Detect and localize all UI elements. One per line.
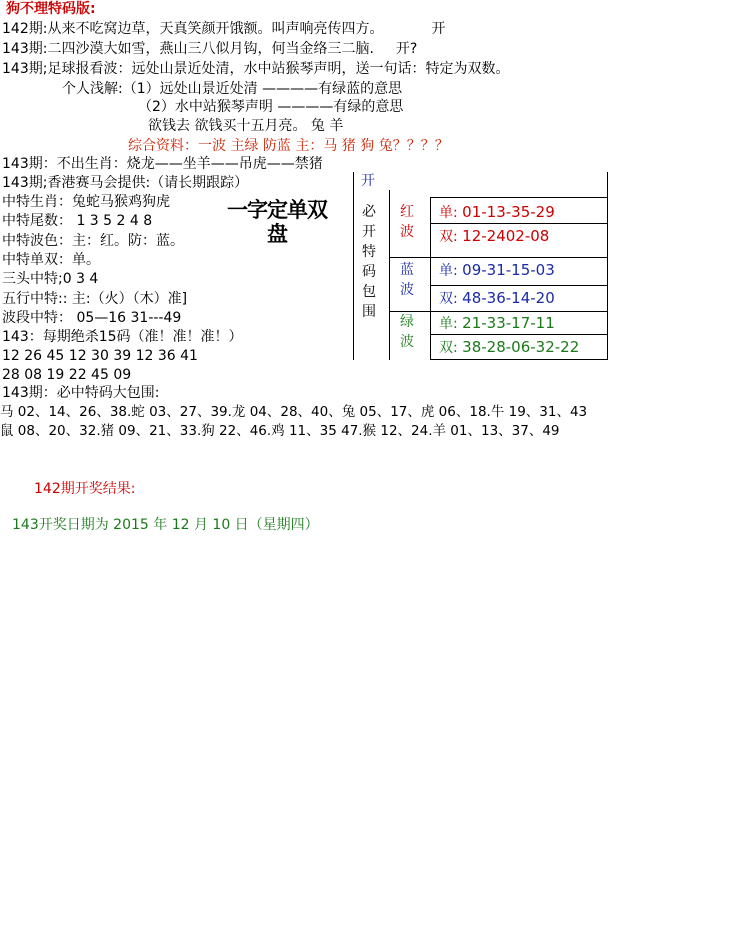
green-odd-label: 单: xyxy=(439,316,458,332)
divider xyxy=(389,190,390,360)
results-title: 142期开奖结果: xyxy=(34,481,136,497)
red-odd-value: 01-13-35-29 xyxy=(462,203,555,221)
red-odd-label: 单: xyxy=(439,205,458,221)
blue-odd-label: 单: xyxy=(439,263,458,279)
blue-even-value: 48-36-14-20 xyxy=(462,289,555,307)
green-odd-row xyxy=(439,314,555,333)
divider xyxy=(430,285,608,286)
tail-number-line: 中特尾数： 1 3 5 2 4 8 xyxy=(2,213,153,229)
divider xyxy=(430,197,608,198)
red-even-label: 双: xyxy=(439,229,458,245)
divider xyxy=(430,223,608,224)
hk-jockey-line: 143期;香港赛马会提供:（请长期跟踪） xyxy=(2,175,249,191)
green-even-value: 38-28-06-32-22 xyxy=(462,338,580,356)
red-odd-row xyxy=(439,203,555,222)
draw-date-line: 143开奖日期为 2015 年 12 月 10 日（星期四） xyxy=(12,517,319,533)
odd-even-line: 中特单双：单。 xyxy=(2,252,100,268)
wave-color-line: 中特波色：主：红。防：蓝。 xyxy=(2,233,184,249)
side-label: 必 开 特 码 包 围 xyxy=(362,204,376,320)
poem-143-text: 二四沙漠大如雪，燕山三八似月钩，何当金络三二脑. xyxy=(47,41,374,57)
divider xyxy=(430,359,608,360)
poem-142-text: 从来不吃窝边草，天真笑颜开饿额。叫声响亮传四方。 xyxy=(47,21,384,37)
green-odd-value: 21-33-17-11 xyxy=(462,314,555,332)
special-code-package xyxy=(353,172,609,360)
five-elements-line: 五行中特:: 主:（火）（木）准] xyxy=(2,291,188,307)
wave-segment-line: 波段中特： 05—16 31---49 xyxy=(2,310,182,326)
green-even-label: 双: xyxy=(439,340,458,356)
poem-143-result: 开? xyxy=(395,41,418,57)
divider xyxy=(430,197,431,360)
poem-143-prefix: 143期: xyxy=(2,41,48,57)
zodiac-row-2: 鼠 08、20、32.猪 09、21、33.狗 22、46.鸡 11、35 47.猴 12、24.羊 01、13、37、49 xyxy=(0,423,560,439)
analysis-line-1: 个人浅解:（1）远处山景近处清 ————有绿蓝的意思 xyxy=(62,81,403,97)
poem-football-text: 足球报看波：远处山景近处清，水中站猴琴声明，送一句话：特定为双数。 xyxy=(47,61,510,77)
divider xyxy=(389,257,608,258)
no-zodiac-line: 143期：不出生肖：烧龙——坐羊——吊虎——禁猪 xyxy=(2,156,323,172)
big-title: 一字定单双盘 xyxy=(227,198,327,246)
poem-143 xyxy=(2,40,417,58)
page-title: 狗不理特码版: xyxy=(6,1,96,17)
analysis-line-2: （2）水中站猴琴声明 ————有绿的意思 xyxy=(138,99,404,115)
divider xyxy=(353,172,354,360)
red-even-row xyxy=(439,227,549,246)
red-even-value: 12-2402-08 xyxy=(462,227,550,245)
blue-even-row xyxy=(439,289,555,308)
head-number-line: 三头中特;0 3 4 xyxy=(2,271,99,287)
poem-football xyxy=(2,60,509,78)
wave-name-red: 红 波 xyxy=(400,204,414,240)
wave-name-green: 绿 波 xyxy=(400,314,414,350)
divider xyxy=(389,311,608,312)
green-even-row xyxy=(439,338,579,357)
blue-odd-row xyxy=(439,261,555,280)
zodiac-row-1: 马 02、14、26、38.蛇 03、27、39.龙 04、28、40、兔 05、17、虎 06、18.牛 19、31、43 xyxy=(0,404,588,420)
analysis-line-3: 欲钱去 欲钱买十五月亮。 兔 羊 xyxy=(148,118,344,134)
poem-142-result: 开 xyxy=(431,21,446,37)
kill-15-line: 143：每期绝杀15码（准！准！准！） xyxy=(2,329,243,345)
blue-even-label: 双: xyxy=(439,291,458,307)
kill-numbers-row-1: 12 26 45 12 30 39 12 36 41 xyxy=(2,348,198,364)
divider xyxy=(430,334,608,335)
wave-name-blue: 蓝 波 xyxy=(400,262,414,298)
divider xyxy=(607,172,608,360)
kai-label: 开 xyxy=(361,173,375,189)
poem-142 xyxy=(2,20,445,38)
poem-142-prefix: 142期: xyxy=(2,21,48,37)
kill-numbers-row-2: 28 08 19 22 45 09 xyxy=(2,367,132,383)
zodiac-title: 143期：必中特码大包围: xyxy=(2,385,160,401)
zodiac-pick-line: 中特生肖：兔蛇马猴鸡狗虎 xyxy=(2,194,170,210)
summary-line: 综合资料：一波 主绿 防蓝 主：马 猪 狗 兔？？？？ xyxy=(128,138,449,154)
poem-football-prefix: 143期; xyxy=(2,61,48,77)
blue-odd-value: 09-31-15-03 xyxy=(462,261,555,279)
